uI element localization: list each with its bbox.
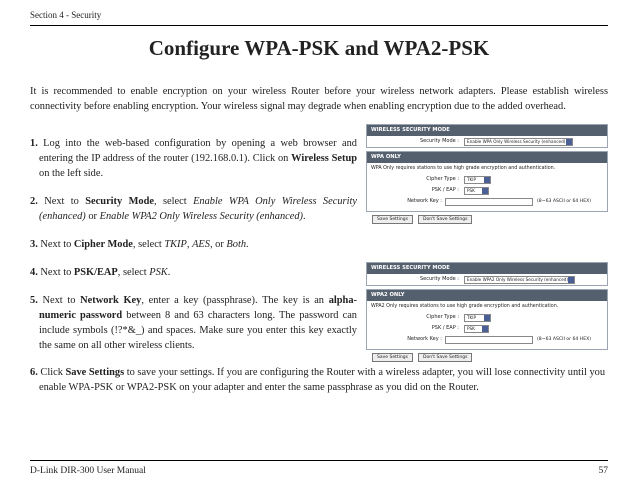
psk-eap-select[interactable]: PSK [464, 325, 489, 333]
cipher-type-select[interactable]: TKIP [464, 176, 491, 184]
cipher-type-label: Cipher Type : [426, 314, 459, 320]
network-key-label: Network Key : [407, 198, 442, 204]
section-header: Section 4 - Security [30, 10, 102, 20]
footer-manual-name: D-Link DIR-300 User Manual [30, 466, 146, 476]
steps-list [30, 136, 357, 366]
wpa-only-bar: WPA ONLY [367, 152, 607, 163]
wpa2-only-message: WPA2 Only requires stations to use high grade encryption and authentication. [371, 304, 559, 309]
step-6: 6. Click Save Settings to save your settings. If you are configuring the Router with a wireless adapter, you will lose connectivity until you enable WPA-PSK or WPA2-PSK on your adapter and enter the same passphrase as you did on the Router. [30, 367, 606, 393]
cipher-type-label: Cipher Type : [426, 176, 459, 182]
dont-save-settings-button[interactable]: Don't Save Settings [418, 353, 472, 362]
footer-rule [30, 460, 608, 461]
psk-eap-select[interactable]: PSK [464, 187, 489, 195]
security-mode-bar: WIRELESS SECURITY MODE [367, 125, 607, 136]
network-key-input[interactable] [445, 336, 533, 344]
psk-eap-label: PSK / EAP : [431, 325, 459, 331]
step-2: 2. Next to Security Mode, select Enable WPA Only Wireless Security (enhanced) or Enable WPA2 Only Wireless Security (enhanced). [30, 196, 357, 222]
step-1: 1. Log into the web-based configuration by opening a web browser and entering the IP address of the router (192.168.0.1). Click on Wireless Setup on the left side. [30, 138, 358, 179]
step-5: 5. Next to Network Key, enter a key (passphrase). The key is an alpha-numeric password between 8 and 63 characters long. The password can include symbols (!?*&_) and spaces. Make sure you enter this key exactly the same on all other wireless clients. [30, 295, 357, 351]
security-mode-label: Security Mode : [419, 276, 459, 282]
page-title: Configure WPA-PSK and WPA2-PSK [148, 36, 490, 60]
wpa-only-message: WPA Only requires stations to use high grade encryption and authentication. [371, 166, 556, 171]
security-mode-select[interactable]: Enable WPA Only Wireless Security (enhanced) [464, 138, 573, 146]
wpa-only-box [366, 151, 608, 212]
network-key-input[interactable] [445, 198, 533, 206]
network-key-note: (8~63 ASCII or 64 HEX) [537, 337, 592, 342]
cipher-type-select[interactable]: TKIP [464, 314, 491, 322]
save-settings-button[interactable]: Save Settings [372, 215, 413, 224]
security-mode-label: Security Mode : [419, 138, 459, 144]
step-4: 4. Next to PSK/EAP, select PSK. [30, 267, 171, 278]
header-rule [30, 25, 608, 26]
security-mode-bar: WIRELESS SECURITY MODE [367, 263, 607, 274]
security-mode-box [366, 124, 608, 148]
psk-eap-label: PSK / EAP : [431, 187, 459, 193]
security-mode-box [366, 262, 608, 286]
wpa2-only-bar: WPA2 ONLY [367, 290, 607, 301]
wpa2-settings-panel [366, 262, 608, 364]
wpa2-only-box [366, 289, 608, 350]
intro-paragraph: It is recommended to enable encryption on your wireless Router before your wireless network adapters. Please establish wireless connectivity before enabling encryption. Your wireless signal may degrade when enabling encryption due to the added overhead. [30, 86, 608, 112]
step-3: 3. Next to Cipher Mode, select TKIP, AES, or Both. [30, 239, 249, 250]
network-key-note: (8~63 ASCII or 64 HEX) [537, 199, 592, 204]
wpa-settings-panel [366, 124, 608, 226]
network-key-label: Network Key : [407, 336, 442, 342]
footer-page-number: 57 [598, 466, 608, 476]
security-mode-select[interactable]: Enable WPA2 Only Wireless Security (enhanced) [464, 276, 575, 284]
save-settings-button[interactable]: Save Settings [372, 353, 413, 362]
dont-save-settings-button[interactable]: Don't Save Settings [418, 215, 472, 224]
